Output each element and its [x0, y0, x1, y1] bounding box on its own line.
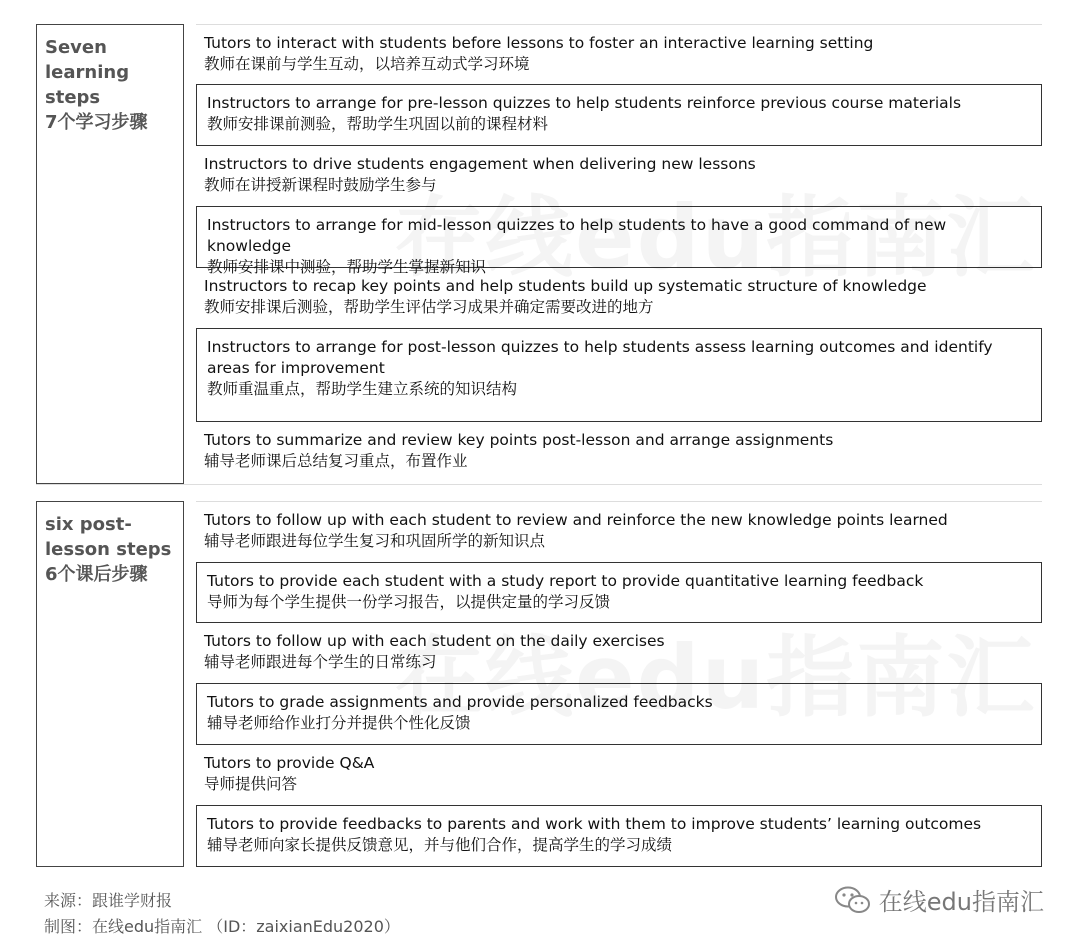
section-seven-learning-steps — [36, 24, 1042, 484]
section-label — [36, 501, 184, 867]
step-row: Tutors to grade assignments and provide personalized feedbacks 辅导老师给作业打分并提供个性化反馈 — [196, 683, 1042, 745]
step-row: Instructors to arrange for mid-lesson quizzes to help students to have a good command of new knowledge 教师安排课中测验，帮助学生掌握新知识 — [196, 206, 1042, 268]
divider — [36, 484, 1042, 485]
step-row: Instructors to arrange for post-lesson quizzes to help students assess learning outcomes and identify areas for improvement 教师重温重点，帮助学生建立系统的知识结构 — [196, 328, 1042, 422]
label-line: Seven — [45, 37, 107, 58]
footer-maker: 制图：在线edu指南汇 （ID：zaixianEdu2020） — [44, 917, 400, 936]
label-line: six post- — [45, 514, 132, 535]
step-rows — [196, 24, 1042, 484]
step-row: Tutors to follow up with each student to review and reinforce the new knowledge points learned 辅导老师跟进每位学生复习和巩固所学的新知识点 — [196, 501, 1042, 562]
step-row: Instructors to drive students engagement when delivering new lessons 教师在讲授新课程时鼓励学生参与 — [204, 155, 756, 194]
label-line: learning — [45, 62, 130, 83]
step-row: Instructors to recap key points and help students build up systematic structure of knowledge 教师安排课后测验，帮助学生评估学习成果并确定需要改进的地方 — [204, 277, 927, 316]
section-six-post-lesson-steps — [36, 501, 1042, 867]
label-line: steps — [45, 87, 101, 108]
section-label — [36, 24, 184, 484]
brand — [833, 882, 1044, 917]
label-line: lesson steps — [45, 539, 172, 560]
step-row: Instructors to arrange for pre-lesson quizzes to help students reinforce previous course materials 教师安排课前测验，帮助学生巩固以前的课程材料 — [196, 84, 1042, 146]
step-rows — [196, 501, 1042, 867]
step-row: Tutors to summarize and review key points post-lesson and arrange assignments 辅导老师课后总结复习重点，布置作业 — [204, 431, 834, 470]
step-row: Tutors to provide each student with a study report to provide quantitative learning feedback 导师为每个学生提供一份学习报告，以提供定量的学习反馈 — [196, 562, 1042, 623]
label-line: 6个课后步骤 — [45, 564, 148, 585]
step-row: Tutors to follow up with each student on the daily exercises 辅导老师跟进每个学生的日常练习 — [204, 632, 665, 671]
footer-source: 来源：跟谁学财报 — [44, 891, 173, 910]
step-row: Tutors to interact with students before lessons to foster an interactive learning setting 教师在课前与学生互动，以培养互动式学习环境 — [196, 24, 1042, 84]
step-row: Tutors to provide feedbacks to parents and work with them to improve students’ learning outcomes 辅导老师向家长提供反馈意见，并与他们合作，提高学生的学习成绩 — [196, 805, 1042, 867]
wechat-icon — [833, 885, 873, 915]
label-line: 7个学习步骤 — [45, 112, 148, 133]
step-row: Tutors to provide Q&A 导师提供问答 — [204, 754, 375, 793]
brand-name: 在线edu指南汇 — [878, 888, 1044, 916]
